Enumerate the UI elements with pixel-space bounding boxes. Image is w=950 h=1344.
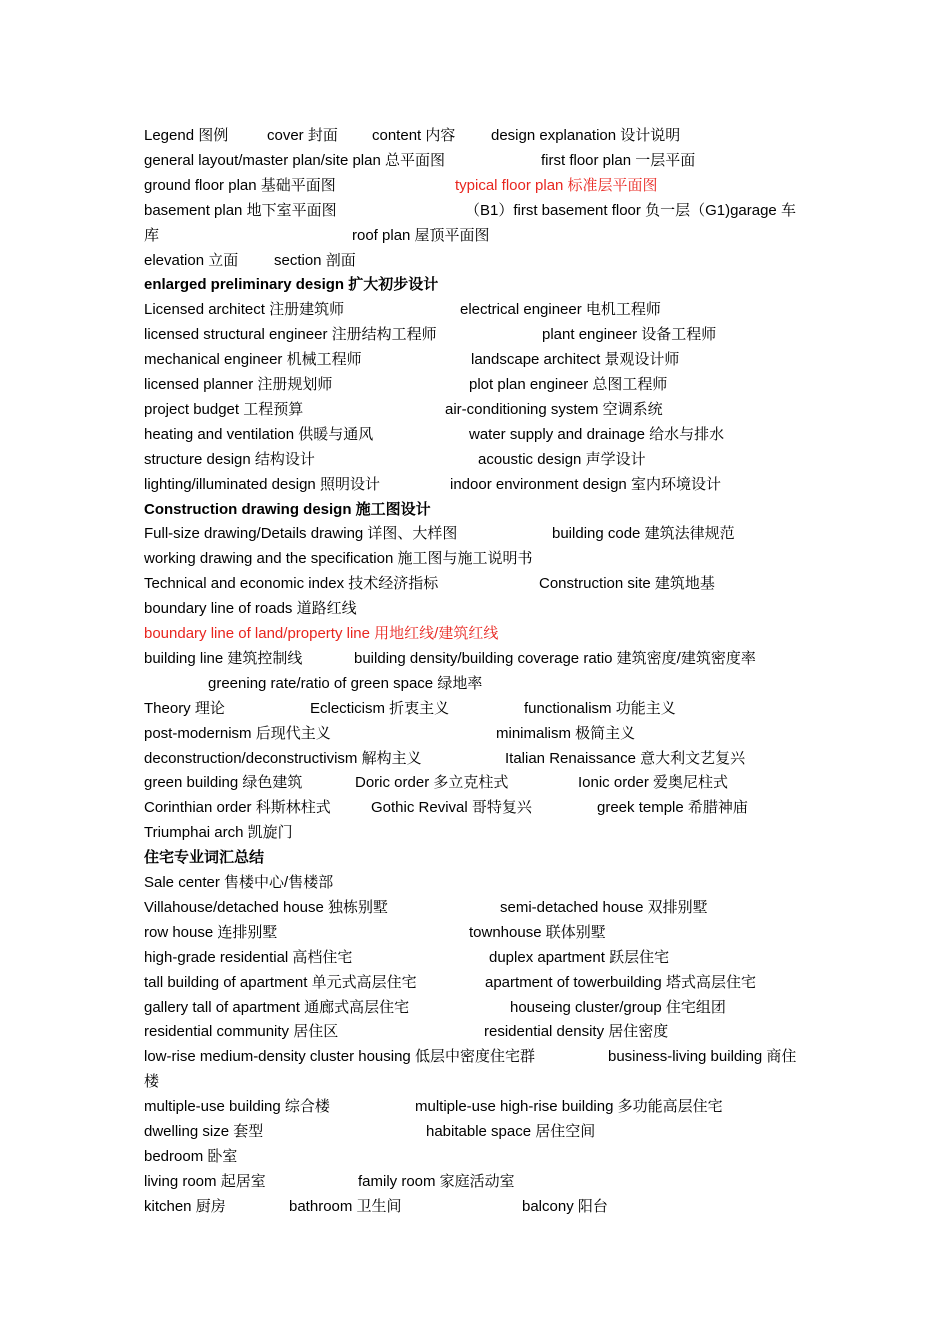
text-line (0, 425, 950, 445)
term-entry: mechanical engineer 机械工程师 (144, 351, 362, 369)
term-entry: multiple-use building 综合楼 (144, 1098, 330, 1116)
term-entry: row house 连排别墅 (144, 923, 278, 941)
term-entry: roof plan 屋顶平面图 (352, 226, 490, 244)
term-entry: Italian Renaissance 意大利文艺复兴 (505, 749, 746, 767)
term-entry: Gothic Revival 哥特复兴 (371, 799, 532, 817)
term-entry: boundary line of roads 道路红线 (144, 600, 357, 618)
term-entry: building line 建筑控制线 (144, 649, 303, 667)
term-entry: Full-size drawing/Details drawing 详图、大样图 (144, 525, 458, 543)
term-entry: semi-detached house 双排别墅 (500, 898, 708, 916)
term-entry: boundary line of land/property line 用地红线/建筑红线 (144, 625, 499, 642)
term-entry: acoustic design 声学设计 (478, 450, 646, 468)
term-entry: Construction site 建筑地基 (539, 575, 715, 593)
text-line (0, 524, 950, 544)
text-line (0, 724, 950, 744)
text-line (0, 549, 950, 569)
term-entry: residential density 居住密度 (484, 1023, 669, 1041)
text-line (0, 1122, 950, 1142)
term-entry: lighting/illuminated design 照明设计 (144, 475, 380, 493)
term-entry: building density/building coverage ratio 建筑密度/建筑密度率 (354, 649, 756, 667)
term-entry: Technical and economic index 技术经济指标 (144, 575, 439, 593)
term-entry: 库 (144, 226, 160, 244)
text-line (0, 450, 950, 470)
text-line (0, 1172, 950, 1192)
term-entry: cover 封面 (267, 127, 338, 144)
term-entry: Eclecticism 折衷主义 (310, 699, 450, 717)
term-entry: design explanation 设计说明 (491, 127, 681, 144)
text-line (0, 1072, 950, 1092)
term-entry: indoor environment design 室内环境设计 (450, 475, 721, 493)
term-entry: bathroom 卫生间 (289, 1197, 402, 1215)
text-line (0, 599, 950, 619)
text-line (0, 798, 950, 818)
term-entry: Triumphai arch 凯旋门 (144, 824, 293, 842)
term-entry: working drawing and the specification 施工图与施工说明书 (144, 550, 533, 568)
term-entry: licensed planner 注册规划师 (144, 376, 333, 393)
term-entry: content 内容 (372, 127, 456, 144)
text-line (0, 1047, 950, 1067)
text-line (0, 823, 950, 843)
term-entry: habitable space 居住空间 (426, 1123, 596, 1140)
term-entry: Ionic order 爱奥尼柱式 (578, 774, 729, 792)
text-line (0, 300, 950, 320)
term-entry: greening rate/ratio of green space 绿地率 (208, 674, 483, 692)
term-entry: section 剖面 (274, 251, 356, 269)
text-line (0, 126, 950, 146)
term-entry: green building 绿色建筑 (144, 774, 303, 792)
term-entry: residential community 居住区 (144, 1023, 339, 1041)
term-entry: Villahouse/detached house 独栋别墅 (144, 898, 389, 916)
term-entry: Construction drawing design 施工图设计 (144, 500, 431, 518)
term-entry: dwelling size 套型 (144, 1123, 264, 1140)
term-entry: structure design 结构设计 (144, 450, 315, 468)
term-entry: living room 起居室 (144, 1172, 266, 1190)
text-line (0, 898, 950, 918)
term-entry: gallery tall of apartment 通廊式高层住宅 (144, 998, 410, 1016)
term-entry: multiple-use high-rise building 多功能高层住宅 (415, 1098, 723, 1116)
term-entry: project budget 工程预算 (144, 400, 304, 418)
text-line (0, 998, 950, 1018)
term-entry: balcony 阳台 (522, 1197, 608, 1215)
term-entry: air-conditioning system 空调系统 (445, 400, 663, 418)
text-line (0, 1197, 950, 1217)
text-line (0, 873, 950, 893)
term-entry: kitchen 厨房 (144, 1197, 226, 1215)
term-entry: high-grade residential 高档住宅 (144, 948, 353, 966)
term-entry: plot plan engineer 总图工程师 (469, 376, 668, 393)
text-line (0, 574, 950, 594)
term-entry: elevation 立面 (144, 251, 239, 269)
term-entry: apartment of towerbuilding 塔式高层住宅 (485, 973, 756, 991)
text-line (0, 500, 950, 520)
text-line (0, 948, 950, 968)
term-entry: greek temple 希腊神庙 (597, 799, 748, 817)
text-line (0, 1097, 950, 1117)
term-entry: townhouse 联体别墅 (469, 923, 606, 941)
term-entry: low-rise medium-density cluster housing 低层中密度住宅群 (144, 1048, 535, 1066)
term-entry: （B1）first basement floor 负一层（G1)garage 车 (465, 201, 796, 219)
term-entry: bedroom 卧室 (144, 1147, 238, 1165)
text-line (0, 923, 950, 943)
text-line (0, 624, 950, 644)
term-entry: duplex apartment 跃层住宅 (489, 948, 670, 966)
term-entry: Licensed architect 注册建筑师 (144, 301, 345, 319)
term-entry: functionalism 功能主义 (524, 699, 676, 717)
term-entry: Theory 理论 (144, 699, 225, 717)
text-line (0, 226, 950, 246)
term-entry: basement plan 地下室平面图 (144, 201, 337, 219)
text-line (0, 325, 950, 345)
term-entry: water supply and drainage 给水与排水 (469, 425, 725, 443)
term-entry: enlarged preliminary design 扩大初步设计 (144, 276, 439, 294)
text-line (0, 674, 950, 694)
term-entry: heating and ventilation 供暖与通风 (144, 425, 374, 443)
text-line (0, 151, 950, 171)
term-entry: houseing cluster/group 住宅组团 (510, 998, 726, 1016)
text-line (0, 699, 950, 719)
text-line (0, 176, 950, 196)
term-entry: Sale center 售楼中心/售楼部 (144, 874, 334, 891)
text-line (0, 251, 950, 271)
text-line (0, 201, 950, 221)
term-entry: plant engineer 设备工程师 (542, 326, 717, 344)
text-line (0, 1147, 950, 1167)
term-entry: deconstruction/deconstructivism 解构主义 (144, 749, 422, 767)
text-line (0, 749, 950, 769)
term-entry: post-modernism 后现代主义 (144, 724, 331, 742)
text-line (0, 773, 950, 793)
term-entry: electrical engineer 电机工程师 (460, 301, 661, 319)
text-line (0, 1022, 950, 1042)
term-entry: ground floor plan 基础平面图 (144, 176, 336, 194)
text-line (0, 475, 950, 495)
text-line (0, 275, 950, 295)
term-entry: first floor plan 一层平面 (541, 151, 696, 169)
term-entry: 住宅专业词汇总结 (144, 849, 265, 867)
term-entry: Doric order 多立克柱式 (355, 774, 509, 792)
term-entry: tall building of apartment 单元式高层住宅 (144, 973, 417, 991)
term-entry: typical floor plan 标准层平面图 (455, 176, 658, 194)
term-entry: licensed structural engineer 注册结构工程师 (144, 326, 437, 344)
term-entry: Legend 图例 (144, 127, 229, 144)
text-line (0, 350, 950, 370)
text-line (0, 848, 950, 868)
text-line (0, 973, 950, 993)
text-line (0, 375, 950, 395)
term-entry: building code 建筑法律规范 (552, 525, 735, 543)
term-entry: landscape architect 景观设计师 (471, 351, 680, 369)
term-entry: Corinthian order 科斯林柱式 (144, 799, 331, 817)
term-entry: general layout/master plan/site plan 总平面图 (144, 151, 445, 169)
term-entry: minimalism 极简主义 (496, 724, 636, 742)
term-entry: business-living building 商住 (608, 1048, 797, 1066)
text-line (0, 649, 950, 669)
text-line (0, 400, 950, 420)
term-entry: 楼 (144, 1073, 160, 1091)
term-entry: family room 家庭活动室 (358, 1172, 515, 1190)
